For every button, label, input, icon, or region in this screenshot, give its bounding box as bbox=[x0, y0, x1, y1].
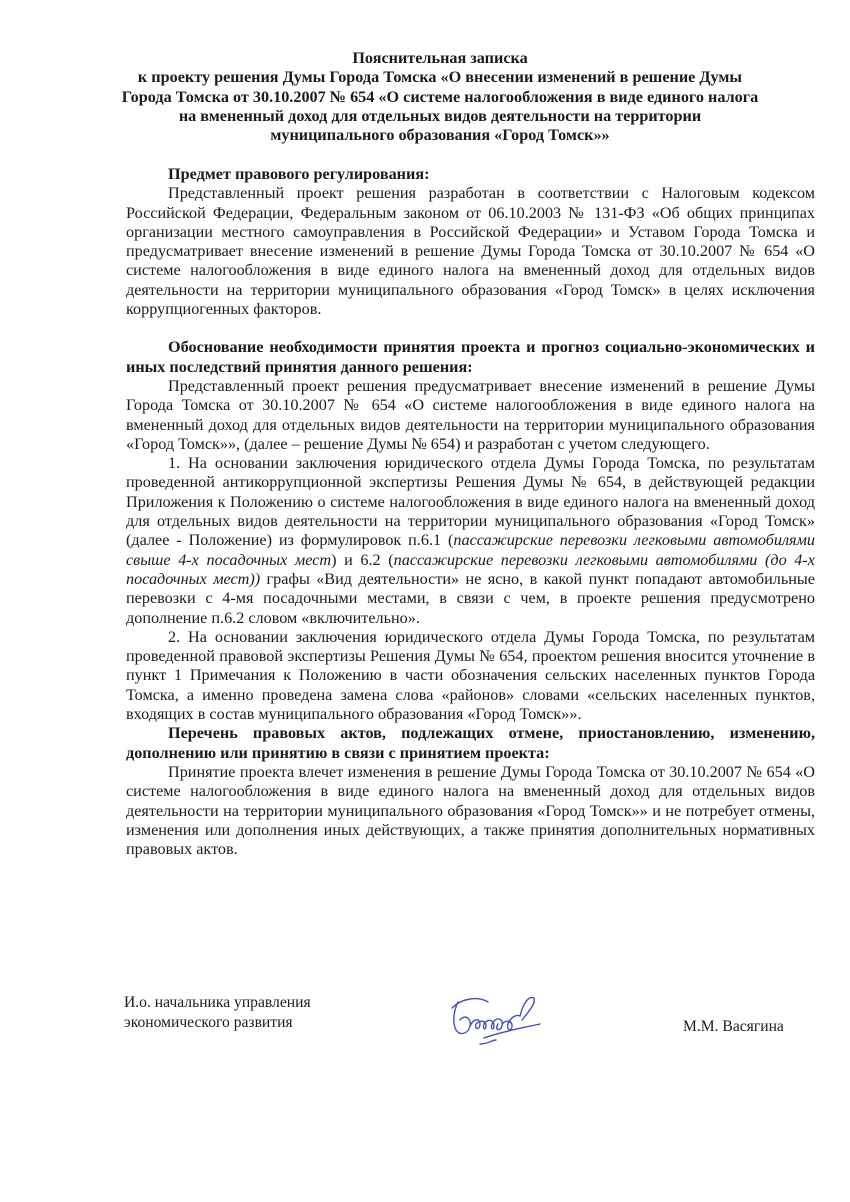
position-line-1: И.о. начальника управления bbox=[124, 994, 311, 1011]
item1-italic-2: пассажирские перевозки легковыми автомобилями (до 4-х посадочных мест)) bbox=[126, 550, 815, 588]
position-line-2: экономического развития bbox=[124, 1014, 293, 1031]
document-title bbox=[90, 49, 790, 145]
signatory-name: М.М. Васягина bbox=[683, 1018, 784, 1035]
signatory-position bbox=[124, 993, 311, 1033]
spacer bbox=[126, 319, 815, 338]
signature-stroke bbox=[502, 998, 534, 1030]
item1-italic-1: пассажирские перевозки легковыми автомобилями свыше 4-х посадочных мест bbox=[126, 531, 815, 569]
signature-stroke bbox=[480, 1040, 496, 1044]
title-line-5: муниципального образования «Город Томск»» bbox=[270, 126, 610, 145]
section-heading-justification: Обоснование необходимости принятия проекта и прогноз социально-экономических и иных последствий принятия данного решения: bbox=[126, 338, 815, 376]
paragraph-item-1 bbox=[126, 454, 815, 628]
section-heading-legal-acts: Перечень правовых актов, подлежащих отмене, приостановлению, изменению, дополнению или принятию в связи с принятием проекта: bbox=[126, 724, 815, 762]
handwritten-signature bbox=[444, 990, 556, 1050]
paragraph-legal-acts: Принятие проекта влечет изменения в решение Думы Города Томска от 30.10.2007 № 654 «О системе налогообложения в виде единого налога на вмененный доход для отдельных видов деятельности на территории муниципального образования «Город Томск»» и не потребует отмены, изменения или дополнения иных действующих, а также принятия дополнительных нормативных правовых актов. bbox=[126, 762, 815, 859]
document-body bbox=[126, 165, 815, 859]
paragraph-regulation: Представленный проект решения разработан в соответствии с Налоговым кодексом Российской Федерации, Федеральным законом от 06.10.2003 № 131-ФЗ «Об общих принципах организации местного самоуправления в Российской Федерации» и Уставом Города Томска и предусматривает внесение изменений в решение Думы Города Томска от 30.10.2007 № 654 «О системе налогообложения в виде единого налога на вмененный доход для отдельных видов деятельности на территории муниципального образования «Город Томск» в целях исключения коррупциогенных факторов. bbox=[126, 184, 815, 319]
paragraph-item-2: 2. На основании заключения юридического отдела Думы Города Томска, по результатам проведенной правовой экспертизы Решения Думы № 654, проектом решения вносится уточнение в пункт 1 Примечания к Положению в части обозначения сельских населенных пунктов Города Томска, а именно проведена замена слова «районов» словами «сельских населенных пунктов, входящих в состав муниципального образования «Город Томск»». bbox=[126, 627, 815, 724]
section-heading-regulation: Предмет правового регулирования: bbox=[168, 165, 430, 183]
item1-text-a: 1. На основании заключения юридического отдела Думы Города Томска, по результатам проведенной антикоррупционной экспертизы Решения Думы № 654, в действующей редакции Приложения к Положению о системе налогообложения в виде единого налога на вмененный доход для отдельных видов деятельности на территории муниципального образования «Город Томск» (далее - Положение) из формулировок п.6.1 ( bbox=[126, 454, 815, 550]
signature-stroke bbox=[454, 1002, 470, 1033]
item1-text-c: графы «Вид деятельности» не ясно, в какой пункт попадают автомобильные перевозки с 4-мя посадочными местами, в связи с чем, в проекте решения предусмотрено дополнение п.6.2 словом «включительно». bbox=[126, 569, 815, 627]
title-line-3: Города Томска от 30.10.2007 № 654 «О системе налогообложения в виде единого налога bbox=[121, 87, 759, 106]
item1-text-b: ) и 6.2 ( bbox=[331, 550, 394, 569]
title-line-4: на вмененный доход для отдельных видов деятельности на территории bbox=[178, 106, 702, 125]
signature-stroke bbox=[452, 999, 488, 1008]
signature-strokes bbox=[452, 998, 540, 1044]
signature-stroke bbox=[470, 1019, 502, 1030]
title-line-2: к проекту решения Думы Города Томска «О внесении изменений в решение Думы bbox=[137, 68, 743, 87]
paragraph-justification-intro: Представленный проект решения предусматривает внесение изменений в решение Думы Города Томска от 30.10.2007 № 654 «О системе налогообложения в виде единого налога на вмененный доход для отдельных видов деятельности на территории муниципального образования «Город Томск»», (далее – решение Думы № 654) и разработан с учетом следующего. bbox=[126, 376, 815, 453]
title-line-1: Пояснительная записка bbox=[352, 49, 528, 67]
